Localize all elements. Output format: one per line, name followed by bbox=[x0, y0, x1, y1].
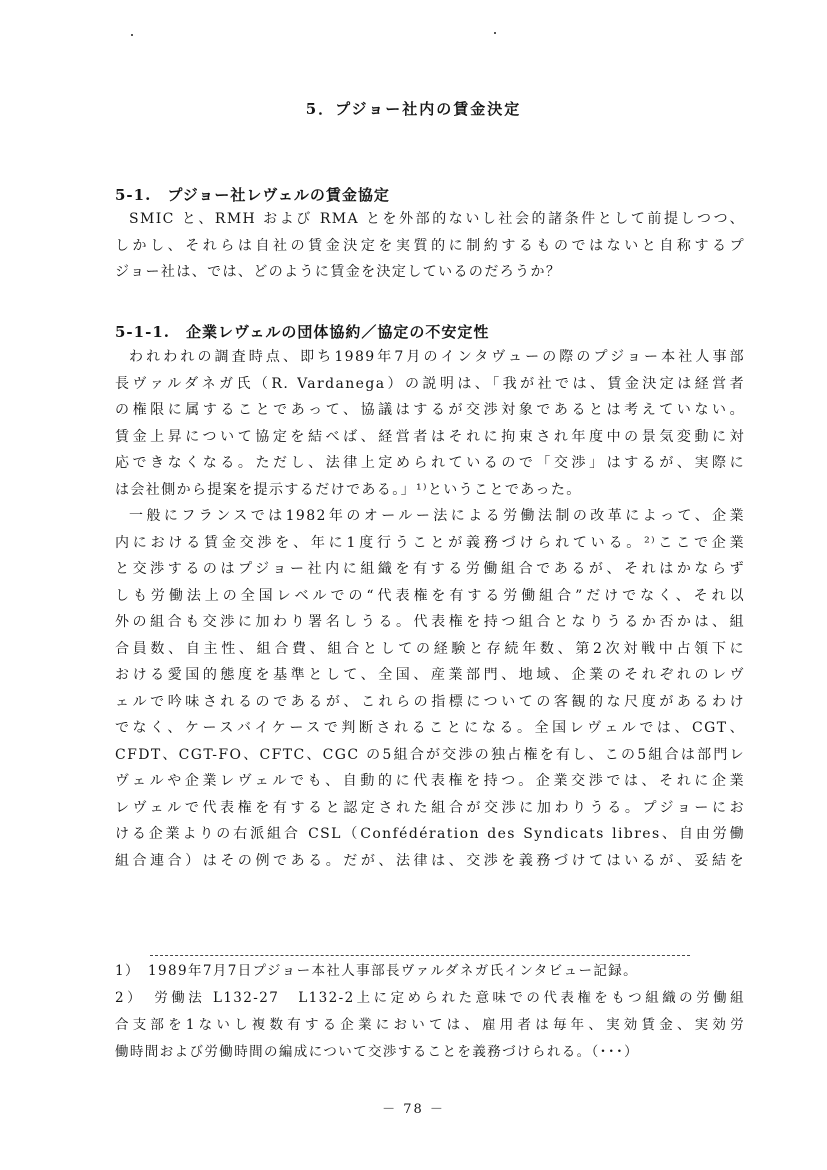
body-line: ェルで吟味されるのであるが、これらの指標についての客観的な尺度があるわけ bbox=[115, 693, 745, 710]
body-line: ヴェルや企業レヴェルでも、自動的に代表権を持つ。企業交渉では、それに企業 bbox=[115, 773, 745, 789]
footnote-1: 1） 1989年7月7日プジョー本社人事部長ヴァルダネガ氏インタビュー記録。 bbox=[115, 963, 639, 979]
scan-speck bbox=[131, 34, 133, 36]
section-heading-5-1: 5-1. プジョー社レヴェルの賃金協定 bbox=[115, 186, 390, 204]
section-5-1-1-body bbox=[115, 344, 745, 874]
chapter-title: 5．プジョー社内の賃金決定 bbox=[305, 100, 522, 118]
body-line: しも労働法上の全国レベルでの“代表権を有する労働組合”だけでなく、それ以 bbox=[115, 587, 745, 604]
footnote-divider bbox=[150, 955, 690, 956]
body-line: 外の組合も交渉に加わり署名しうる。代表権を持つ組合となりうるか否かは、組 bbox=[115, 614, 745, 630]
body-line: 合員数、自主性、組合費、組合としての経験と存続年数、第2次対戦中占領下に bbox=[115, 640, 745, 657]
footnote-2-cont: 働時間および労働時間の編成について交渉することを義務づけられる。（･･･） bbox=[115, 1044, 640, 1060]
page-number: － 78 － bbox=[382, 1102, 445, 1117]
body-line: 組合連合）はその例である。だが、法律は、交渉を義務づけてはいるが、妥結を bbox=[115, 852, 745, 869]
footnote-2: 2） 労働法 L132-27 L132-2上に定められた意味での代表権をもつ組織の労働組 bbox=[115, 990, 745, 1006]
body-line: の権限に属することであって、協議はするが交渉対象であるとは考えていない。 bbox=[115, 402, 745, 418]
body-line: しかし、それらは自社の賃金決定を実質的に制約するものではないと自称するプ bbox=[115, 237, 745, 254]
scan-speck bbox=[494, 32, 496, 34]
body-line: と交渉するのはプジョー社内に組織を有する労働組合であるが、それはかならず bbox=[115, 561, 745, 577]
body-line: 一般にフランスでは1982年のオールー法による労働法制の改革によって、企業 bbox=[129, 508, 745, 524]
body-line: 賃金上昇について協定を結べば、経営者はそれに拘束され年度中の景気変動に対 bbox=[115, 428, 745, 445]
body-line: は会社側から提案を提示するだけである。」¹⁾ということであった。 bbox=[115, 481, 582, 498]
body-line: ジョー社は、では、どのように賃金を決定しているのだろうか？ bbox=[115, 264, 562, 280]
body-line: 長ヴァルダネガ氏（R. Vardanega）の説明は、「我が社では、賃金決定は経営者 bbox=[115, 375, 745, 392]
body-line: CFDT、CGT-FO、CFTC、CGC の5組合が交渉の独占権を有し、この5組合は部門レ bbox=[115, 746, 745, 763]
body-line: われわれの調査時点、即ち1989年7月のインタヴューの際のプジョー本社人事部 bbox=[129, 349, 745, 365]
section-5-1-body bbox=[115, 206, 745, 286]
body-line: おける愛国的態度を基準として、全国、産業部門、地域、企業のそれぞれのレヴ bbox=[115, 667, 745, 683]
body-line: ける企業よりの右派組合 CSL（Confédération des Syndicats libres、自由労働 bbox=[115, 826, 745, 842]
body-line: レヴェルで代表権を有すると認定された組合が交渉に加わりうる。プジョーにお bbox=[115, 799, 745, 816]
footnotes bbox=[115, 958, 745, 1066]
footnote-2-cont: 合支部を1ないし複数有する企業においては、雇用者は毎年、実効賃金、実効労 bbox=[115, 1017, 745, 1033]
body-line: 内における賃金交渉を、年に1度行うことが義務づけられている。²⁾ここで企業 bbox=[115, 534, 745, 551]
section-heading-5-1-1: 5-1-1. 企業レヴェルの団体協約／協定の不安定性 bbox=[115, 323, 490, 341]
body-line: SMIC と、RMH および RMA とを外部的ないし社会的諸条件として前提しつつ、 bbox=[129, 211, 745, 227]
body-line: でなく、ケースバイケースで判断されることになる。全国レヴェルでは、CGT、 bbox=[115, 720, 745, 736]
body-line: 応できなくなる。ただし、法律上定められているので「交渉」はするが、実際に bbox=[115, 455, 745, 471]
